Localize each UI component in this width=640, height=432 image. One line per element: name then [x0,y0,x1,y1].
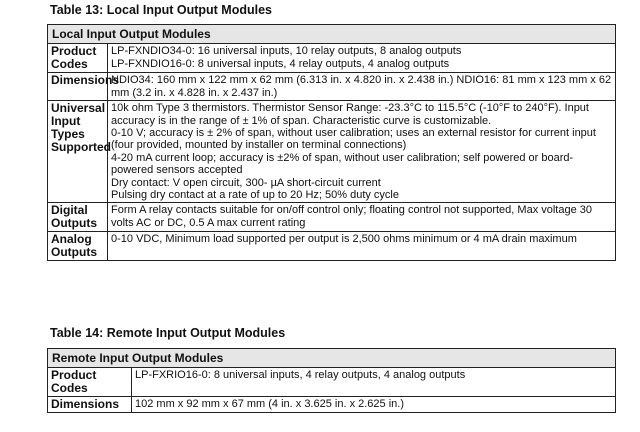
value-line: 102 mm x 92 mm x 67 mm (4 in. x 3.625 in. x 2.625 in.) [135,398,404,411]
table-row [48,397,616,413]
value-line: LP-FXRIO16-0: 8 universal inputs, 4 relay outputs, 4 analog outputs [135,369,466,382]
value-line: 10k ohm Type 3 thermistors. Thermistor Sensor Range: -23.3°C to 115.5°C (-10°F to 240°F). Input accuracy is in the range of ± 1% of span. Characteristic curve is customizable. [111,102,589,127]
row-value-dimensions [132,397,616,413]
table-row [48,101,616,203]
table-row [48,368,616,397]
remote-io-modules-table [47,348,616,413]
table-row [48,203,616,232]
row-label-universal-input-types: Universal Input Types Supported [48,101,108,203]
table-header-row [48,349,616,368]
table-header: Local Input Output Modules [48,25,616,44]
row-value-digital-outputs [108,203,616,232]
value-line: 4-20 mA current loop; accuracy is ±2% of span, without user calibration; self powered or board-powered sensors accepted [111,151,574,177]
value-line: 0-10 V; accuracy is ± 2% of span, without user calibration; uses an external resistor for current input (four provided, mounted by installer on terminal connections) [111,127,596,152]
row-value-product-codes [108,44,616,73]
value-line: 0-10 VDC, Minimum load supported per output is 2,500 ohms minimum or 4 mA drain maximum [111,233,577,246]
value-line: Dry contact: V open circuit, 300- µA short-circuit current [111,176,381,189]
row-label-product-codes: Product Codes [48,44,108,73]
table-header: Remote Input Output Modules [48,349,616,368]
value-line: LP-FXNDIO34-0: 16 universal inputs, 10 relay outputs, 8 analog outputs [111,45,462,58]
value-line: LP-FXNDIO16-0: 8 universal inputs, 4 relay outputs, 4 analog outputs [111,57,450,70]
value-line: Form A relay contacts suitable for on/off control only; floating control not supported, Max voltage 30 volts AC or DC, 0.5 A max current rating [111,204,593,229]
table-header-row [48,25,616,44]
value-line: NDIO34: 160 mm x 122 mm x 62 mm (6.313 in. x 4.820 in. x 2.438 in.) NDIO16: 81 mm x 123 mm x 62 mm (3.2 in. x 4.828 in. x 2.437 in.) [111,74,612,99]
table-row [48,44,616,73]
value-line: Pulsing dry contact at a rate of up to 20 Hz; 50% duty cycle [111,189,399,202]
table-13-caption: Table 13: Local Input Output Modules [50,3,272,17]
table-row [48,73,616,101]
row-label-product-codes: Product Codes [48,368,132,397]
row-value-dimensions [108,73,616,101]
row-value-product-codes [132,368,616,397]
table-row [48,232,616,261]
table-14-caption: Table 14: Remote Input Output Modules [50,326,286,340]
local-io-modules-table [47,24,616,261]
row-value-analog-outputs [108,232,616,261]
row-label-digital-outputs: Digital Outputs [48,203,108,232]
row-label-analog-outputs: Analog Outputs [48,232,108,261]
row-value-universal-input-types [108,101,616,203]
row-label-dimensions: Dimensions [48,73,108,101]
row-label-dimensions: Dimensions [48,397,132,413]
